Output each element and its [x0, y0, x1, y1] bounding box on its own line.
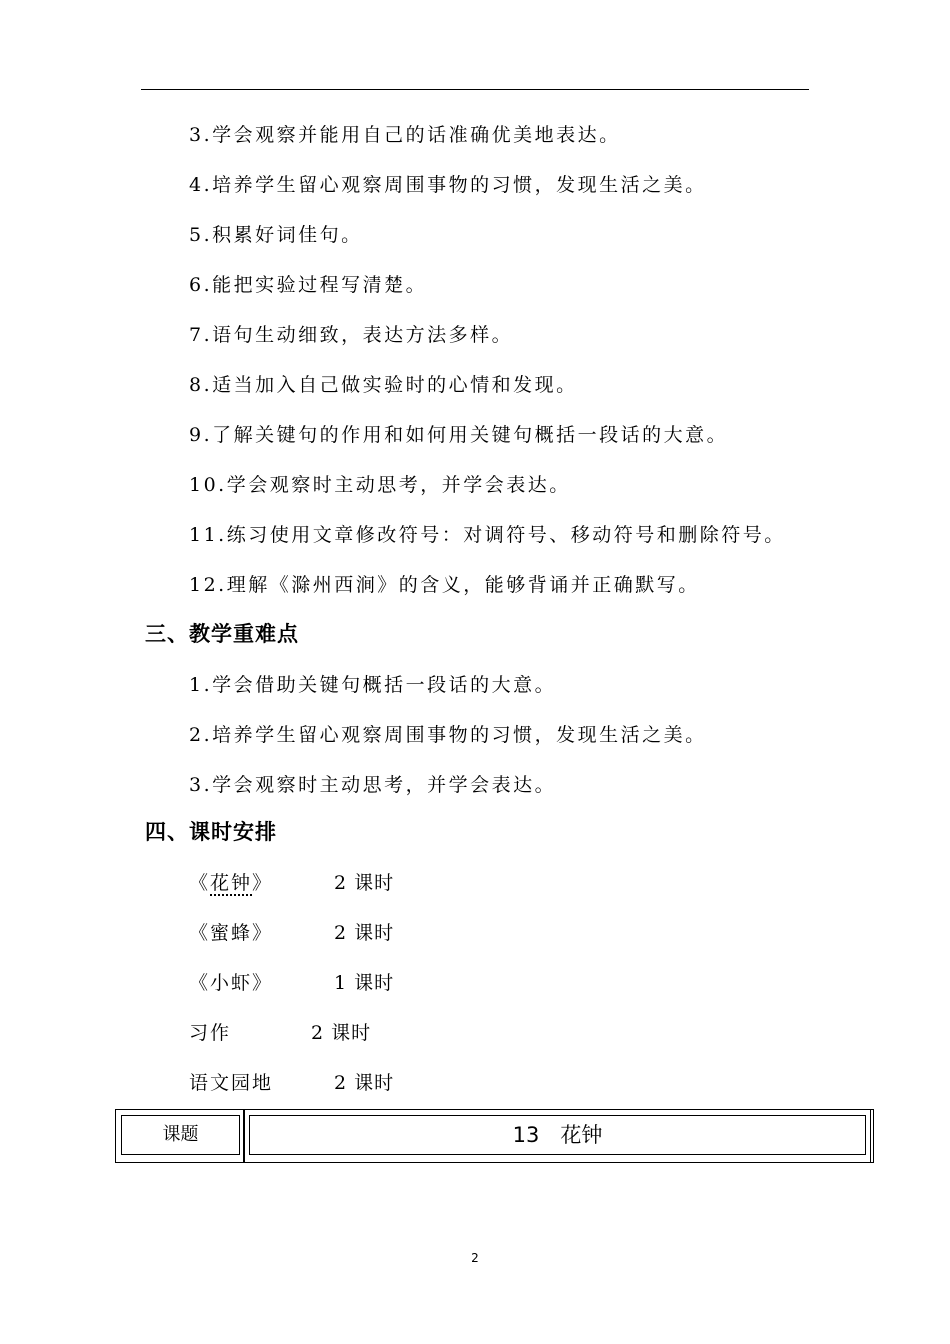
goal-item-11: 11.练习使用文章修改符号：对调符号、移动符号和删除符号。: [189, 524, 786, 546]
schedule-row-huazhong: [189, 869, 589, 897]
schedule-lesson-hours: 2 课时: [334, 872, 395, 894]
goal-item-9: 9.了解关键句的作用和如何用关键句概括一段话的大意。: [189, 424, 729, 446]
header-rule: [141, 89, 809, 90]
key-point-item-3: 3.学会观察时主动思考，并学会表达。: [189, 774, 557, 796]
schedule-lesson-title: 花钟: [210, 872, 253, 894]
key-point-item-2: 2.培养学生留心观察周围事物的习惯，发现生活之美。: [189, 724, 707, 746]
schedule-lesson-name: 《蜜蜂》: [189, 922, 274, 944]
table-right-border: [870, 1110, 871, 1162]
schedule-heading: 四、课时安排: [145, 820, 277, 844]
schedule-lesson-hours: 2 课时: [334, 922, 395, 944]
schedule-row-yuwen-yuandi: [189, 1069, 589, 1097]
goal-item-4: 4.培养学生留心观察周围事物的习惯，发现生活之美。: [189, 174, 707, 196]
page-number: 2: [471, 1251, 479, 1265]
lesson-label-cell: 课题: [121, 1115, 240, 1155]
lesson-title-cell: 13 花钟: [249, 1115, 866, 1155]
schedule-row-xizuo: [189, 1019, 589, 1047]
schedule-lesson-name: 语文园地: [189, 1072, 274, 1094]
goal-item-8: 8.适当加入自己做实验时的心情和发现。: [189, 374, 578, 396]
lesson-table: [115, 1109, 874, 1163]
schedule-lesson-name: 《花钟》: [189, 872, 274, 894]
schedule-lesson-hours: 1 课时: [334, 972, 395, 994]
schedule-row-xiaoxia: [189, 969, 589, 997]
schedule-lesson-name: 《小虾》: [189, 972, 274, 994]
key-point-item-1: 1.学会借助关键句概括一段话的大意。: [189, 674, 557, 696]
schedule-lesson-hours: 2 课时: [311, 1022, 372, 1044]
goal-item-6: 6.能把实验过程写清楚。: [189, 274, 428, 296]
table-column-divider: [243, 1110, 245, 1162]
goal-item-3: 3.学会观察并能用自己的话准确优美地表达。: [189, 124, 621, 146]
schedule-lesson-hours: 2 课时: [334, 1072, 395, 1094]
schedule-row-mifeng: [189, 919, 589, 947]
schedule-lesson-name: 习作: [189, 1022, 232, 1044]
key-points-heading: 三、教学重难点: [145, 622, 299, 646]
goal-item-10: 10.学会观察时主动思考，并学会表达。: [189, 474, 571, 496]
goal-item-5: 5.积累好词佳句。: [189, 224, 363, 246]
goal-item-7: 7.语句生动细致，表达方法多样。: [189, 324, 514, 346]
goal-item-12: 12.理解《滁州西涧》的含义，能够背诵并正确默写。: [189, 574, 700, 596]
